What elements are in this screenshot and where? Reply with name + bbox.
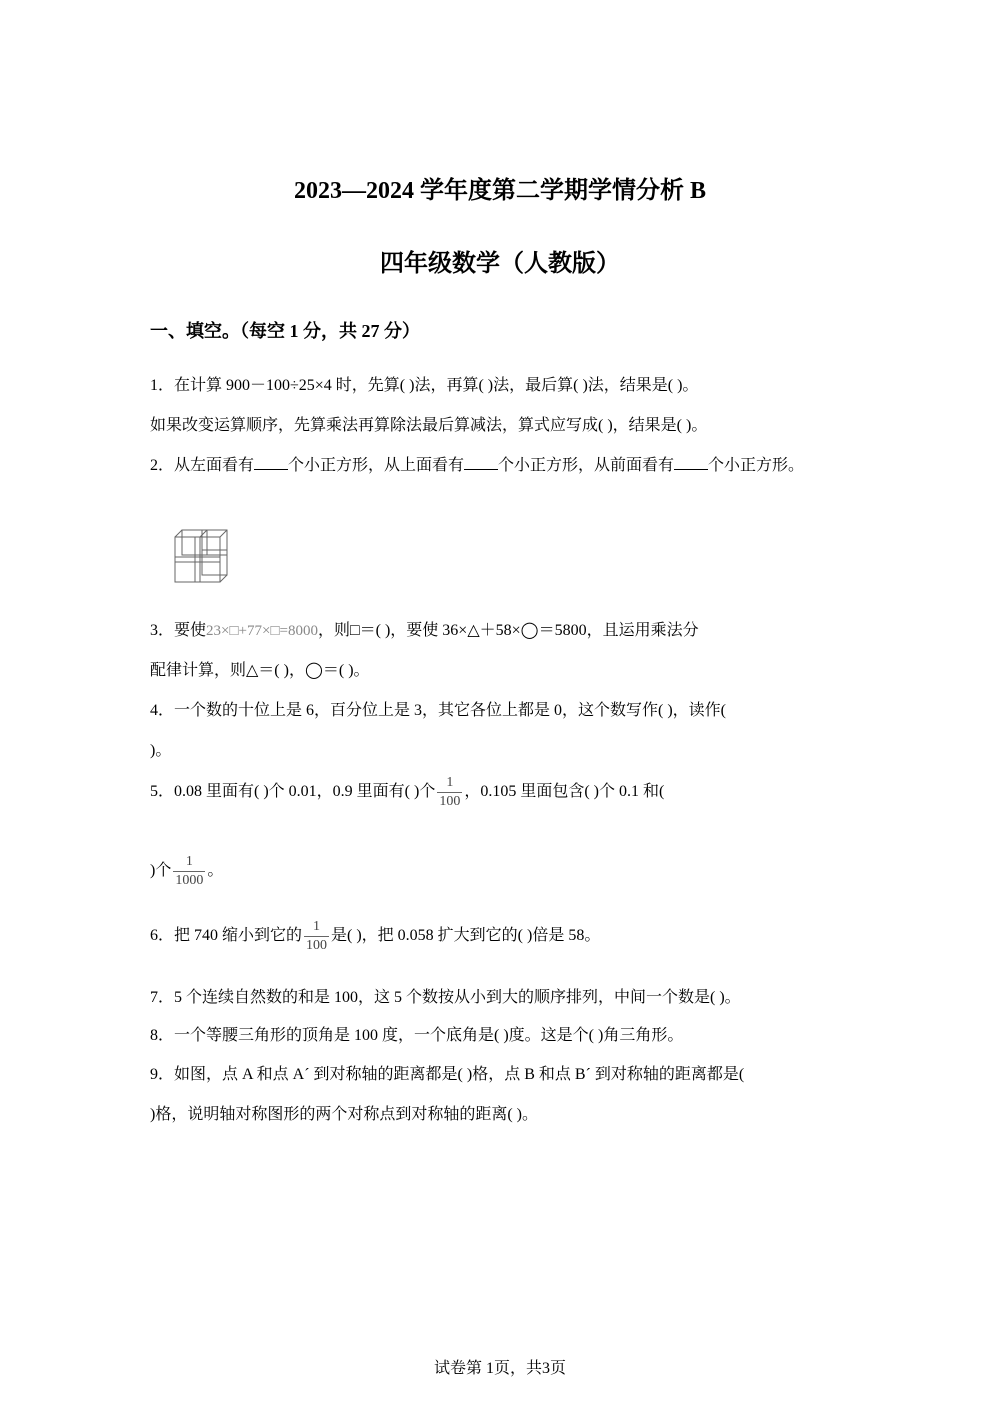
- question-4-line-2: )。: [150, 742, 172, 759]
- question-3-text-a: 3．要使: [150, 622, 207, 639]
- question-5-line-2: [150, 853, 223, 890]
- question-5-line-2-text-b: 。: [207, 862, 224, 880]
- exam-title: 2023—2024 学年度第二学期学情分析 B: [293, 178, 706, 204]
- question-5-text-a: 5．0.08 里面有( )个 0.01，0.9 里面有( )个: [150, 783, 436, 801]
- question-6: [150, 918, 600, 955]
- question-1-line-1: 1．在计算 900－100÷25×4 时，先算( )法，再算( )法，最后算( )法，结果是( )。: [150, 377, 699, 394]
- answer-blank[interactable]: [674, 468, 708, 470]
- question-6-text-b: 是( )，把 0.058 扩大到它的( )倍是 58。: [331, 927, 601, 945]
- cube-face: [195, 557, 220, 582]
- cube-face: [175, 537, 200, 562]
- question-2-text-b: 个小正方形，从上面看有: [288, 457, 465, 474]
- question-9-line-1: 9．如图，点 A 和点 A´ 到对称轴的距离都是( )格，点 B 和点 B´ 到对称轴的距离都是(: [150, 1066, 745, 1083]
- question-2-text-c: 个小正方形，从前面看有: [498, 457, 675, 474]
- question-7: 7．5 个连续自然数的和是 100，这 5 个数按从小到大的顺序排列，中间一个数是( )。: [150, 989, 741, 1006]
- fraction: [173, 853, 205, 890]
- question-3-line-2: 配律计算，则△＝( )，◯＝( )。: [150, 662, 370, 679]
- fraction: [437, 774, 462, 811]
- fraction-numerator: 1: [446, 775, 454, 790]
- question-5-line-1: [150, 774, 664, 811]
- page-footer: 试卷第 1页，共3页: [433, 1360, 566, 1377]
- question-1-line-2: 如果改变运算顺序，先算乘法再算除法最后算减法，算式应写成( )，结果是( )。: [150, 417, 708, 434]
- cube-face: [175, 557, 200, 582]
- answer-blank[interactable]: [254, 468, 288, 470]
- question-6-text-a: 6．把 740 缩小到它的: [150, 927, 303, 945]
- fraction-denominator: 1000: [175, 873, 204, 888]
- fraction-denominator: 100: [439, 794, 461, 809]
- fraction: [304, 918, 329, 955]
- question-3-formula: 23×□+77×□=8000: [206, 622, 318, 639]
- section-heading: 一、填空。（每空 1 分，共 27 分）: [150, 321, 420, 341]
- question-3-line-1: [150, 617, 699, 640]
- question-8: 8．一个等腰三角形的顶角是 100 度，一个底角是( )度。这是个( )角三角形。: [150, 1027, 684, 1044]
- fraction-numerator: 1: [185, 854, 193, 869]
- question-4-line-1: 4．一个数的十位上是 6，百分位上是 3，其它各位上都是 0，这个数写作( )，读作(: [150, 702, 726, 719]
- question-5-text-b: ，0.105 里面包含( )个 0.1 和(: [464, 783, 665, 801]
- question-3-text-b: ，则□＝( )，要使 36×△＋58×◯＝5800，且运用乘法分: [317, 622, 699, 639]
- cube-stack-figure: [170, 525, 232, 585]
- question-2-text-a: 2．从左面看有: [150, 457, 255, 474]
- answer-blank[interactable]: [464, 468, 498, 470]
- question-9-line-2: )格，说明轴对称图形的两个对称点到对称轴的距离( )。: [150, 1106, 538, 1123]
- question-5-line-2-text-a: )个: [150, 862, 172, 880]
- fraction-denominator: 100: [306, 938, 328, 953]
- fraction-numerator: 1: [313, 919, 321, 934]
- question-2-text-d: 个小正方形。: [708, 457, 805, 474]
- exam-subtitle: 四年级数学（人教版）: [380, 251, 620, 277]
- question-2: [150, 452, 804, 475]
